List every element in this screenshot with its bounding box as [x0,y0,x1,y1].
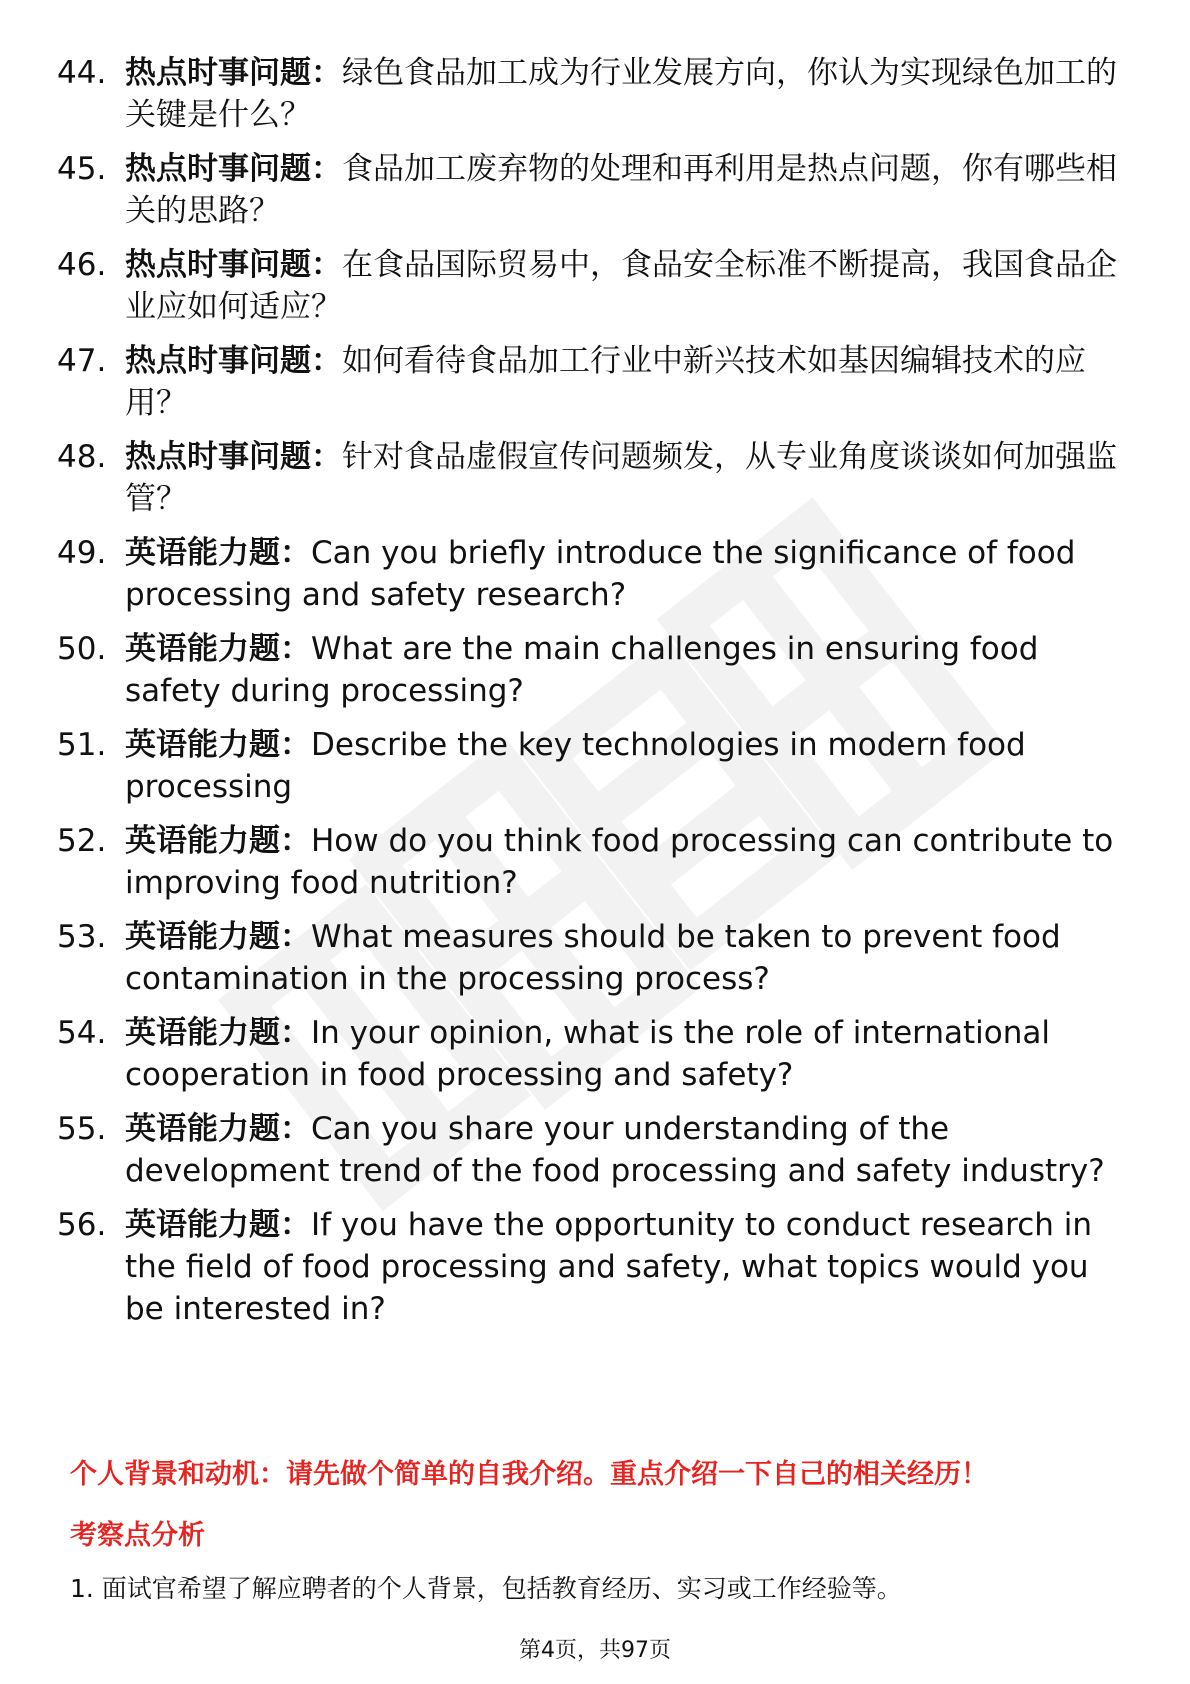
section-heading: 个人背景和动机：请先做个简单的自我介绍。重点介绍一下自己的相关经历！ [70,1459,988,1490]
question-item [57,436,1137,520]
question-number: 48. [57,439,107,475]
question-text: What measures should be taken to prevent food contamination in the processing process? [125,919,1061,997]
question-number: 47. [57,343,107,379]
question-number: 51. [57,727,107,763]
question-text: 针对食品虚假宣传问题频发，从专业角度谈谈如何加强监管？ [125,439,1117,517]
question-category: 英语能力题： [125,823,311,859]
question-text: How do you think food processing can contribute to improving food nutrition? [125,823,1114,901]
question-number: 44. [57,55,107,91]
question-category: 热点时事问题： [125,151,342,187]
question-number: 54. [57,1015,107,1051]
question-number: 50. [57,631,107,667]
question-item [57,340,1137,424]
question-item [57,1108,1137,1192]
question-text: What are the main challenges in ensuring food safety during processing? [125,631,1039,709]
question-body [125,532,1137,616]
question-body [125,340,1137,424]
question-list [57,52,1137,1342]
question-number: 46. [57,247,107,283]
question-item [57,52,1137,136]
question-body [125,916,1137,1000]
question-item [57,724,1137,808]
question-body [125,244,1137,328]
analysis-point: 1. 面试官希望了解应聘者的个人背景，包括教育经历、实习或工作经验等。 [70,1574,902,1603]
question-text: Describe the key technologies in modern food processing [125,727,1026,805]
question-body [125,628,1137,712]
question-body [125,436,1137,520]
question-number: 52. [57,823,107,859]
question-text: 如何看待食品加工行业中新兴技术如基因编辑技术的应用？ [125,343,1086,421]
question-body [125,1204,1137,1330]
question-category: 热点时事问题： [125,343,342,379]
question-text: In your opinion, what is the role of international cooperation in food processing and safety? [125,1015,1051,1093]
page-number-footer: 第4页，共97页 [519,1638,671,1663]
question-text: 在食品国际贸易中，食品安全标准不断提高，我国食品企业应如何适应？ [125,247,1117,325]
question-item [57,628,1137,712]
question-category: 英语能力题： [125,919,311,955]
question-text: Can you briefly introduce the significance of food processing and safety research? [125,535,1076,613]
question-category: 热点时事问题： [125,247,342,283]
question-body [125,52,1137,136]
question-body [125,148,1137,232]
question-text: 绿色食品加工成为行业发展方向，你认为实现绿色加工的关键是什么？ [125,55,1117,133]
question-category: 英语能力题： [125,1207,311,1243]
question-category: 热点时事问题： [125,439,342,475]
question-text: Can you share your understanding of the development trend of the food processing and safety industry? [125,1111,1105,1189]
question-number: 45. [57,151,107,187]
question-item [57,532,1137,616]
question-category: 英语能力题： [125,727,311,763]
question-item [57,244,1137,328]
question-text: If you have the opportunity to conduct research in the field of food processing and safety, what topics would you be interested in? [125,1207,1093,1327]
question-item [57,1204,1137,1330]
question-item [57,148,1137,232]
question-body [125,1108,1137,1192]
question-number: 56. [57,1207,107,1243]
question-category: 英语能力题： [125,1111,311,1147]
question-number: 49. [57,535,107,571]
question-category: 热点时事问题： [125,55,342,91]
question-body [125,820,1137,904]
question-body [125,724,1137,808]
question-body [125,1012,1137,1096]
question-number: 55. [57,1111,107,1147]
question-item [57,916,1137,1000]
analysis-title: 考察点分析 [70,1520,205,1551]
question-text: 食品加工废弃物的处理和再利用是热点问题，你有哪些相关的思路？ [125,151,1117,229]
question-category: 英语能力题： [125,631,311,667]
question-category: 英语能力题： [125,535,311,571]
question-number: 53. [57,919,107,955]
question-item [57,1012,1137,1096]
question-item [57,820,1137,904]
question-category: 英语能力题： [125,1015,311,1051]
